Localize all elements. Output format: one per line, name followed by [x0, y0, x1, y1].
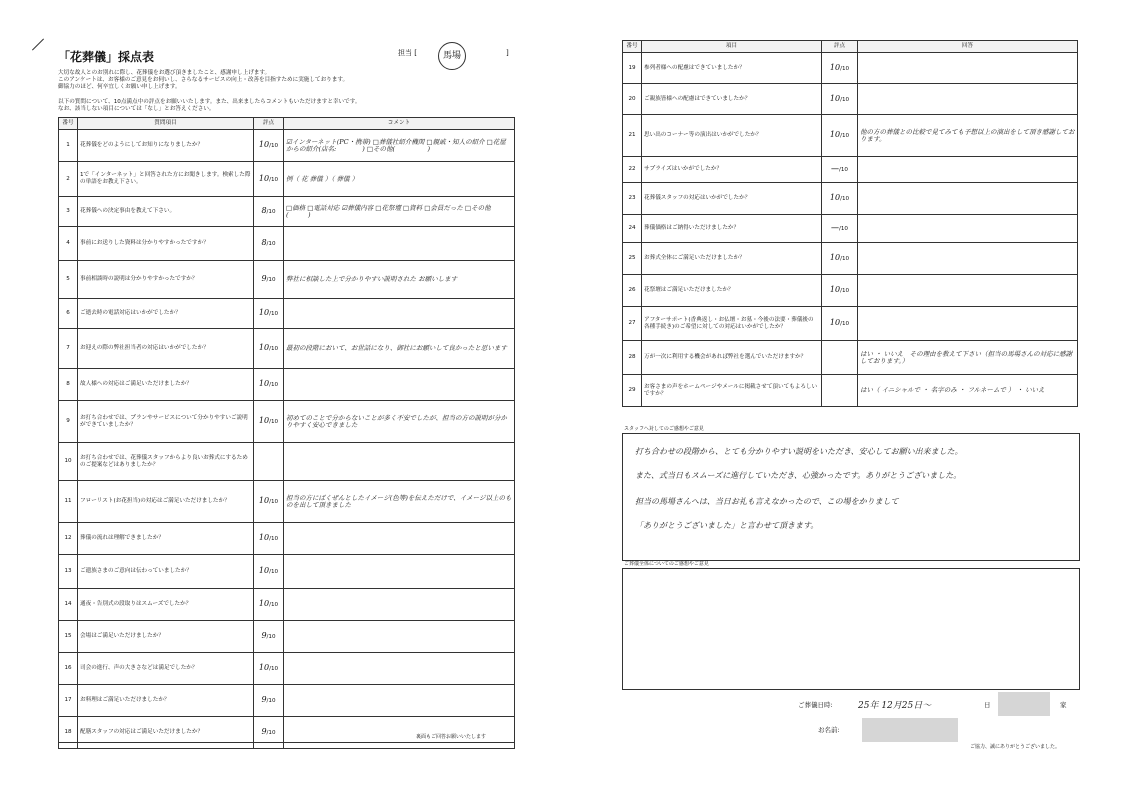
- question-number: 28: [623, 341, 642, 375]
- table-row: [59, 523, 515, 555]
- question-number: 24: [623, 215, 642, 243]
- comment-cell: [858, 53, 1078, 84]
- score-cell: [254, 227, 284, 261]
- question-number: 5: [59, 261, 78, 299]
- question-number: 11: [59, 481, 78, 523]
- score-cell: [254, 653, 284, 685]
- score-denominator: /10: [840, 196, 850, 202]
- score-value: 10: [258, 533, 270, 542]
- question-text: 葬儀の流れは理解できましたか？: [78, 523, 254, 555]
- question-number: 17: [59, 685, 78, 717]
- score-denominator: /10: [266, 730, 276, 736]
- question-text: ご逝去時の電話対応はいかがでしたか？: [78, 299, 254, 329]
- header-question: 質問項目: [78, 118, 254, 130]
- question-number: 18: [59, 717, 78, 749]
- table-row: [623, 243, 1078, 275]
- overall-feedback-label: ご葬儀全体についてのご感想やご意見: [624, 561, 709, 567]
- question-number: 1: [59, 130, 78, 162]
- score-denominator: /10: [266, 241, 276, 247]
- comment-cell: ☑インターネット(PC・携帯) □葬儀社紹介機関 □親戚・知人の紹介 □花屋からの紹介(店名: ) □その他( ): [284, 130, 515, 162]
- score-denominator: /10: [266, 698, 276, 704]
- name-label: お名前:: [818, 726, 840, 734]
- table-row: [59, 443, 515, 481]
- table-row: [623, 215, 1078, 243]
- score-cell: [254, 685, 284, 717]
- question-text: 1で「インターネット」と回答された方にお聞きします。検索した際の単語をお教え下さい。: [78, 162, 254, 197]
- table-row: [59, 717, 515, 749]
- comment-cell: 例（ 花 葬儀 ）（ 葬儀 ）: [284, 162, 515, 197]
- family-label: 家: [1060, 701, 1067, 709]
- score-cell: [254, 130, 284, 162]
- score-denominator: /10: [840, 65, 850, 72]
- score-denominator: /10: [269, 666, 279, 672]
- score-value: 10: [829, 253, 841, 262]
- comment-cell: はい ・ いいえ その理由を教えて下さい（担当の馬場さんの対応に感謝しております。）: [858, 341, 1078, 375]
- score-cell: [254, 401, 284, 443]
- question-text: 事前相談時の説明は分かりやすかったですか？: [78, 261, 254, 299]
- question-text: 思い出のコーナー等の演出はいかがでしたか？: [642, 115, 822, 157]
- tanto-label: 担当 [: [398, 49, 417, 57]
- score-denominator: /10: [838, 226, 848, 232]
- question-number: 23: [623, 183, 642, 215]
- score-denominator: /10: [840, 96, 850, 103]
- table-row: [59, 130, 515, 162]
- score-cell: [254, 369, 284, 401]
- table-row: [623, 115, 1078, 157]
- table-row: [59, 621, 515, 653]
- score-value: 8: [261, 206, 267, 215]
- score-cell: [254, 523, 284, 555]
- question-text: サプライズはいかがでしたか？: [642, 157, 822, 183]
- question-number: 9: [59, 401, 78, 443]
- instruction-text: 以下の質問について、10点満点中の評点をお願いいたします。また、出来ましたらコメントもいただけますと幸いです。 なお、該当しない項目については「なし」とお答えください。: [58, 99, 361, 112]
- question-number: 19: [623, 53, 642, 84]
- comment-cell: [284, 369, 515, 401]
- table-row: [623, 275, 1078, 307]
- table-row: [623, 157, 1078, 183]
- score-cell: [254, 717, 284, 749]
- question-number: 2: [59, 162, 78, 197]
- comment-cell: [858, 243, 1078, 275]
- comment-cell: [284, 653, 515, 685]
- question-text: 司会の進行、声の大きさなどは満足でしたか？: [78, 653, 254, 685]
- score-cell: [254, 621, 284, 653]
- header-comment-right: 回答: [858, 41, 1078, 53]
- pen-mark: [32, 38, 44, 50]
- score-denominator: /10: [269, 382, 279, 388]
- question-number: 15: [59, 621, 78, 653]
- score-cell: [254, 261, 284, 299]
- question-number: 14: [59, 589, 78, 621]
- header-score-right: 評点: [822, 41, 858, 53]
- table-row: [59, 555, 515, 589]
- staff-feedback-line: また、式当日もスムーズに進行していただき、心強かったです。ありがとうございました。: [635, 471, 962, 480]
- comment-cell: [284, 685, 515, 717]
- question-text: お料理はご満足いただけましたか？: [78, 685, 254, 717]
- score-cell: [822, 157, 858, 183]
- score-cell: [254, 162, 284, 197]
- comment-cell: [284, 523, 515, 555]
- thanks-note: ご協力、誠にありがとうございました。: [970, 744, 1061, 750]
- staff-feedback-box: [622, 433, 1080, 561]
- comment-cell: [858, 275, 1078, 307]
- table-row: [59, 401, 515, 443]
- score-value: 10: [258, 496, 270, 505]
- comment-cell: [284, 227, 515, 261]
- score-cell: [822, 215, 858, 243]
- score-cell: [822, 341, 858, 375]
- form-title: 「花葬儀」採点表: [58, 50, 155, 64]
- comment-cell: [858, 157, 1078, 183]
- question-text: お打ち合わせでは、プランやサービスについて分かりやすいご説明ができていましたか？: [78, 401, 254, 443]
- score-value: 10: [258, 663, 270, 672]
- header-comment: コメント: [284, 118, 515, 130]
- question-number: 10: [59, 443, 78, 481]
- question-text: 会場はご満足いただけましたか？: [78, 621, 254, 653]
- question-number: 4: [59, 227, 78, 261]
- comment-cell: [858, 215, 1078, 243]
- overall-feedback-box: [622, 568, 1080, 690]
- score-value: 10: [829, 93, 841, 103]
- score-cell: [254, 481, 284, 523]
- question-text: 花祭壇はご満足いただけましたか？: [642, 275, 822, 307]
- table-row: [59, 685, 515, 717]
- comment-cell: [858, 84, 1078, 115]
- table-row: [623, 307, 1078, 341]
- score-denominator: /10: [840, 256, 850, 262]
- redacted-name: [862, 718, 958, 742]
- table-row: [59, 653, 515, 685]
- date-value: 25年 12月25日～: [858, 701, 932, 711]
- score-cell: [822, 243, 858, 275]
- question-number: 16: [59, 653, 78, 685]
- score-denominator: /10: [269, 311, 279, 317]
- comment-cell: 他の方の葬儀との比較で見てみても予想以上の演出をして頂き感謝しております。: [858, 115, 1078, 157]
- table-row: [59, 299, 515, 329]
- comment-cell: [284, 621, 515, 653]
- question-text: アフターサポート(香典返し・お仏壇・お墓・今後の法要・葬儀後の各種手続き)のご希望に対しての対応はいかがでしたか？: [642, 307, 822, 341]
- question-number: 7: [59, 329, 78, 369]
- score-denominator: /10: [266, 634, 276, 640]
- score-denominator: /10: [838, 167, 848, 173]
- score-value: 9: [261, 695, 267, 704]
- question-text: 通夜・告別式の段取りはスムーズでしたか？: [78, 589, 254, 621]
- question-number: 8: [59, 369, 78, 401]
- score-cell: [254, 555, 284, 589]
- question-text: お打ち合わせでは、花葬儀スタッフからより良いお葬式にするためのご提案などはありましたか？: [78, 443, 254, 481]
- table-row: [59, 481, 515, 523]
- score-value: 10: [829, 130, 841, 139]
- score-denominator: /10: [269, 602, 279, 608]
- table-row: [623, 53, 1078, 84]
- tanto-close: ]: [506, 49, 509, 57]
- staff-feedback-label: スタッフへ対してのご感想やご意見: [624, 426, 704, 432]
- score-denominator: /10: [266, 209, 276, 215]
- header-no: 番号: [59, 118, 78, 130]
- question-text: お葬式全体にご満足いただけましたか？: [642, 243, 822, 275]
- question-number: 12: [59, 523, 78, 555]
- question-number: 29: [623, 375, 642, 407]
- question-number: 25: [623, 243, 642, 275]
- score-denominator: /10: [840, 133, 850, 139]
- comment-cell: [858, 307, 1078, 341]
- question-text: 配膳スタッフの対応はご満足いただけましたか？: [78, 717, 254, 749]
- comment-cell: [858, 183, 1078, 215]
- score-denominator: /10: [840, 321, 850, 327]
- table-row: [59, 369, 515, 401]
- question-number: 3: [59, 197, 78, 227]
- score-value: 10: [829, 285, 841, 294]
- question-text: ご遺族さまのご意向は伝わっていましたか？: [78, 555, 254, 589]
- day-label: 日: [984, 701, 991, 709]
- comment-cell: 担当の方にばくぜんとしたイメージ(色等)を伝えただけで、イメージ以上のものを出して頂きました: [284, 481, 515, 523]
- table-row: [59, 227, 515, 261]
- score-value: —: [830, 223, 839, 232]
- header-no-right: 番号: [623, 41, 642, 53]
- score-cell: [254, 589, 284, 621]
- staff-feedback-line: 「ありがとうございました」と言わせて頂きます。: [635, 521, 819, 530]
- score-cell: [254, 299, 284, 329]
- score-denominator: /10: [269, 419, 279, 425]
- comment-cell: [284, 443, 515, 481]
- table-row: [59, 589, 515, 621]
- score-denominator: /10: [269, 346, 279, 352]
- left-survey-table: [58, 117, 515, 749]
- right-survey-table: [622, 40, 1078, 407]
- comment-cell: 弊社に相談した上で分かりやすい説明された お願いします: [284, 261, 515, 299]
- score-denominator: /10: [269, 569, 279, 575]
- score-value: 9: [261, 631, 267, 640]
- score-value: 10: [829, 193, 841, 202]
- question-text: 万が一次に利用する機会があれば弊社を選んでいただけますか？: [642, 341, 822, 375]
- comment-cell: 最初の段階において、お世話になり、御社にお願いして良かったと思います: [284, 329, 515, 369]
- comment-cell: 初めてのことで分からないことが多く不安でしたが、担当の方の説明が分かりやすく安心できました: [284, 401, 515, 443]
- redacted-family-name: [998, 692, 1050, 716]
- table-row: [59, 329, 515, 369]
- comment-cell: [284, 299, 515, 329]
- table-row: [623, 183, 1078, 215]
- score-denominator: /10: [269, 536, 279, 542]
- score-cell: [254, 443, 284, 481]
- header-question-right: 項目: [642, 41, 822, 53]
- staff-feedback-line: 打ち合わせの段階から、とても分かりやすい説明をいただき、安心してお願い出来ました。: [635, 447, 963, 456]
- score-denominator: /10: [840, 288, 850, 294]
- score-cell: [822, 375, 858, 407]
- score-cell: [822, 53, 858, 84]
- score-value: 10: [258, 566, 270, 575]
- comment-cell: [284, 555, 515, 589]
- table-row: [623, 84, 1078, 115]
- question-number: 20: [623, 84, 642, 115]
- question-text: 故人様への対応はご満足いただけましたか？: [78, 369, 254, 401]
- score-cell: [822, 307, 858, 341]
- question-text: 葬儀価格はご納得いただけましたか？: [642, 215, 822, 243]
- score-denominator: /10: [266, 277, 276, 283]
- question-text: ご親族皆様への配慮はできていましたか？: [642, 84, 822, 115]
- question-text: お迎えの際の弊社担当者の対応はいかがでしたか？: [78, 329, 254, 369]
- score-cell: [254, 329, 284, 369]
- score-value: 9: [261, 727, 267, 736]
- question-text: 花葬儀をどのようにしてお知りになりましたか？: [78, 130, 254, 162]
- header-score: 評点: [254, 118, 284, 130]
- score-value: 10: [829, 318, 841, 327]
- score-value: 10: [258, 599, 270, 608]
- score-value: 10: [258, 379, 270, 388]
- question-text: 参列者様への配慮はできていましたか？: [642, 53, 822, 84]
- tanto-stamp: 馬場: [438, 42, 466, 70]
- footer-note: 裏面もご回答お願いいたします: [416, 734, 487, 740]
- question-text: 花葬儀への決定事由を教えて下さい。: [78, 197, 254, 227]
- comment-cell: [284, 717, 515, 749]
- question-number: 27: [623, 307, 642, 341]
- score-denominator: /10: [269, 176, 279, 183]
- comment-cell: [284, 589, 515, 621]
- score-value: 10: [258, 308, 270, 317]
- intro-text: 大切な故人とのお別れに際し、花葬儀をお選び頂きましたこと、感謝申し上げます。 このアンケートは、お客様のご意見をお伺いし、さらなるサービスの向上・改善を目指すために実施しております。 御協力のほど、何卒宜しくお願い申し上げます。: [58, 70, 349, 90]
- question-text: フローリスト(お花担当)の対応はご満足いただけましたか？: [78, 481, 254, 523]
- score-cell: [822, 183, 858, 215]
- question-text: お客さまの声をホームページやメールに掲載させて頂いてもよろしいですか？: [642, 375, 822, 407]
- question-text: 事前にお送りした資料は分かりやすかったですか？: [78, 227, 254, 261]
- table-row: [59, 162, 515, 197]
- table-row: [623, 375, 1078, 407]
- score-cell: [822, 115, 858, 157]
- score-value: 10: [258, 173, 270, 183]
- question-number: 13: [59, 555, 78, 589]
- comment-cell: □価格 □電話対応 ☑葬儀内容 □花祭壇 □資料 □会員だった □その他( ): [284, 197, 515, 227]
- score-value: 9: [261, 274, 267, 283]
- score-value: 10: [258, 416, 270, 425]
- table-row: [623, 341, 1078, 375]
- table-row: [59, 197, 515, 227]
- score-cell: [822, 275, 858, 307]
- date-label: ご葬儀日時:: [798, 701, 833, 709]
- score-value: —: [830, 164, 839, 173]
- score-value: 10: [829, 62, 841, 72]
- question-number: 21: [623, 115, 642, 157]
- score-value: 10: [258, 140, 270, 149]
- score-cell: [822, 84, 858, 115]
- table-row: [59, 261, 515, 299]
- score-denominator: /10: [269, 499, 279, 505]
- question-number: 22: [623, 157, 642, 183]
- score-cell: [254, 197, 284, 227]
- score-value: 10: [258, 343, 270, 352]
- question-text: 花葬儀スタッフの対応はいかがでしたか？: [642, 183, 822, 215]
- comment-cell: はい（ イニシャルで ・ 名字のみ ・ フルネームで ） ・ いいえ: [858, 375, 1078, 407]
- question-number: 26: [623, 275, 642, 307]
- question-number: 6: [59, 299, 78, 329]
- footer-line: [58, 742, 515, 743]
- score-denominator: /10: [269, 143, 279, 149]
- staff-feedback-line: 担当の馬場さんへは、当日お礼も言えなかったので、この場をかりまして: [635, 497, 899, 506]
- score-value: 8: [261, 238, 267, 247]
